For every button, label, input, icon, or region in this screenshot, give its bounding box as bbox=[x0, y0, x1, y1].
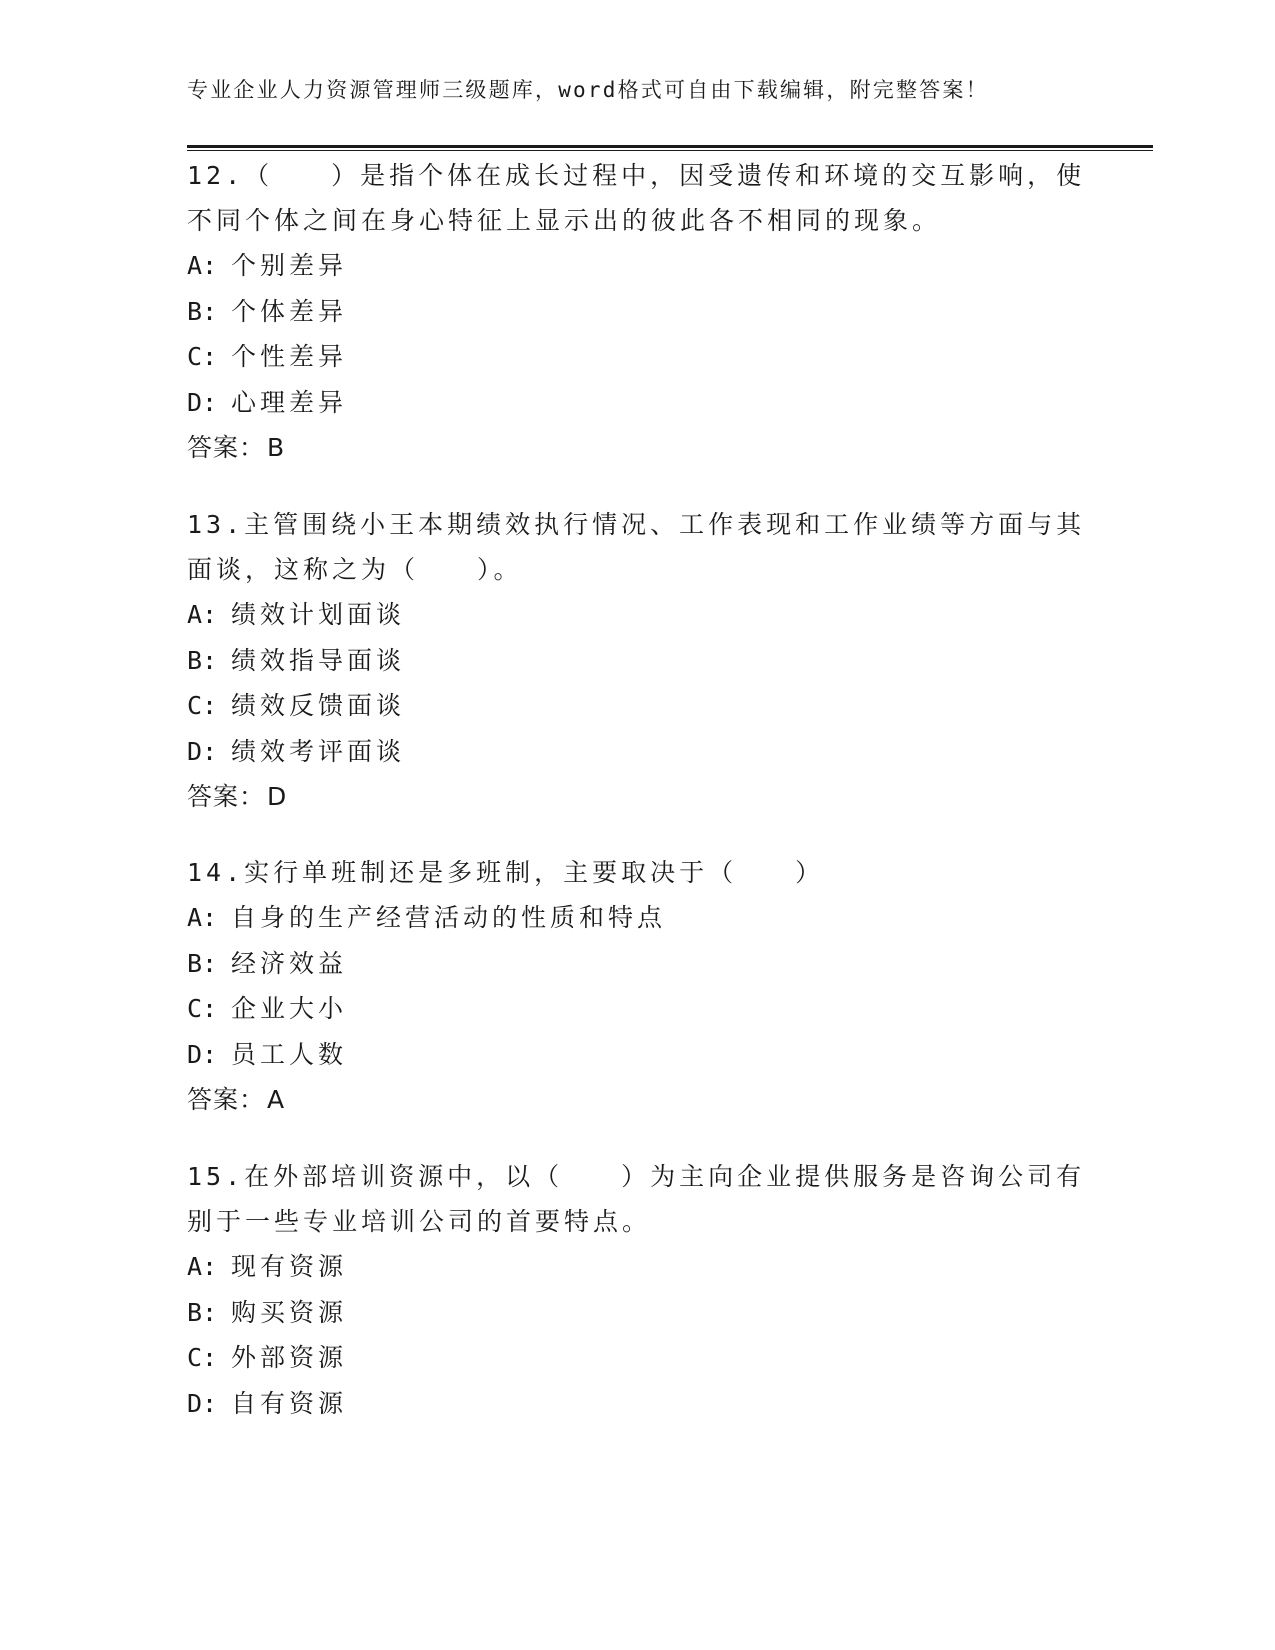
question-stem: 12.（ ）是指个体在成长过程中，因受遗传和环境的交互影响，使不同个体之间在身心特征上显示出的彼此各不相同的现象。 bbox=[187, 161, 1086, 235]
option-text: 经济效益 bbox=[231, 948, 348, 978]
option-c bbox=[187, 986, 1087, 1032]
option-letter: C: bbox=[187, 691, 218, 720]
option-text: 现有资源 bbox=[231, 1252, 348, 1281]
option-d bbox=[187, 729, 1087, 775]
question-13 bbox=[187, 502, 1087, 819]
option-a bbox=[187, 1244, 1087, 1290]
option-b bbox=[187, 941, 1087, 987]
option-letter: B: bbox=[187, 296, 218, 326]
option-c bbox=[187, 683, 1087, 729]
question-15 bbox=[187, 1154, 1087, 1426]
answer-value: A bbox=[267, 1085, 286, 1114]
option-letter: C: bbox=[187, 1343, 218, 1372]
option-letter: D: bbox=[187, 1039, 218, 1069]
option-text: 员工人数 bbox=[231, 1039, 348, 1069]
question-14 bbox=[187, 850, 1087, 1122]
option-letter: D: bbox=[187, 736, 218, 766]
option-text: 个性差异 bbox=[231, 342, 348, 371]
option-letter: B: bbox=[187, 1297, 218, 1327]
answer-label: 答案： bbox=[187, 782, 266, 811]
option-text: 绩效反馈面谈 bbox=[231, 691, 406, 720]
option-b bbox=[187, 638, 1087, 684]
option-letter: B: bbox=[187, 645, 218, 675]
option-letter: D: bbox=[187, 1388, 218, 1418]
option-a bbox=[187, 895, 1087, 941]
option-c bbox=[187, 334, 1087, 380]
question-12 bbox=[187, 153, 1087, 470]
answer-line bbox=[187, 1077, 1087, 1122]
option-text: 企业大小 bbox=[231, 994, 348, 1023]
option-d bbox=[187, 380, 1087, 426]
answer-label: 答案： bbox=[187, 1085, 266, 1114]
option-c bbox=[187, 1335, 1087, 1381]
option-letter: A: bbox=[187, 600, 218, 629]
option-text: 绩效计划面谈 bbox=[231, 600, 406, 629]
answer-label: 答案： bbox=[187, 433, 266, 462]
option-letter: C: bbox=[187, 342, 218, 371]
header-divider-thick bbox=[187, 145, 1153, 148]
option-text: 心理差异 bbox=[231, 387, 348, 417]
header-divider-thin bbox=[187, 150, 1153, 151]
option-text: 外部资源 bbox=[231, 1343, 348, 1372]
option-letter: A: bbox=[187, 903, 218, 932]
option-d bbox=[187, 1032, 1087, 1078]
option-letter: C: bbox=[187, 994, 218, 1023]
option-letter: D: bbox=[187, 387, 218, 417]
answer-value: B bbox=[267, 433, 286, 462]
option-a bbox=[187, 243, 1087, 289]
option-letter: A: bbox=[187, 251, 218, 280]
option-text: 个别差异 bbox=[231, 251, 348, 280]
question-stem: 13.主管围绕小王本期绩效执行情况、工作表现和工作业绩等方面与其面谈，这称之为（ ）。 bbox=[187, 510, 1086, 584]
option-text: 自身的生产经营活动的性质和特点 bbox=[231, 903, 667, 932]
option-b bbox=[187, 289, 1087, 335]
question-stem: 14.实行单班制还是多班制，主要取决于（ ） bbox=[187, 858, 825, 887]
page-header: 专业企业人力资源管理师三级题库，word格式可自由下载编辑，附完整答案！ bbox=[187, 78, 989, 102]
option-a bbox=[187, 592, 1087, 638]
option-text: 绩效指导面谈 bbox=[231, 645, 406, 675]
answer-value: D bbox=[267, 782, 288, 811]
option-b bbox=[187, 1290, 1087, 1336]
answer-line bbox=[187, 425, 1087, 470]
answer-line bbox=[187, 774, 1087, 819]
option-text: 购买资源 bbox=[231, 1297, 348, 1327]
question-stem: 15.在外部培训资源中，以（ ）为主向企业提供服务是咨询公司有别于一些专业培训公司的首要特点。 bbox=[187, 1162, 1086, 1236]
option-letter: A: bbox=[187, 1252, 218, 1281]
option-text: 自有资源 bbox=[231, 1388, 348, 1418]
option-text: 绩效考评面谈 bbox=[231, 736, 406, 766]
option-letter: B: bbox=[187, 948, 218, 978]
option-text: 个体差异 bbox=[231, 296, 348, 326]
option-d bbox=[187, 1381, 1087, 1427]
